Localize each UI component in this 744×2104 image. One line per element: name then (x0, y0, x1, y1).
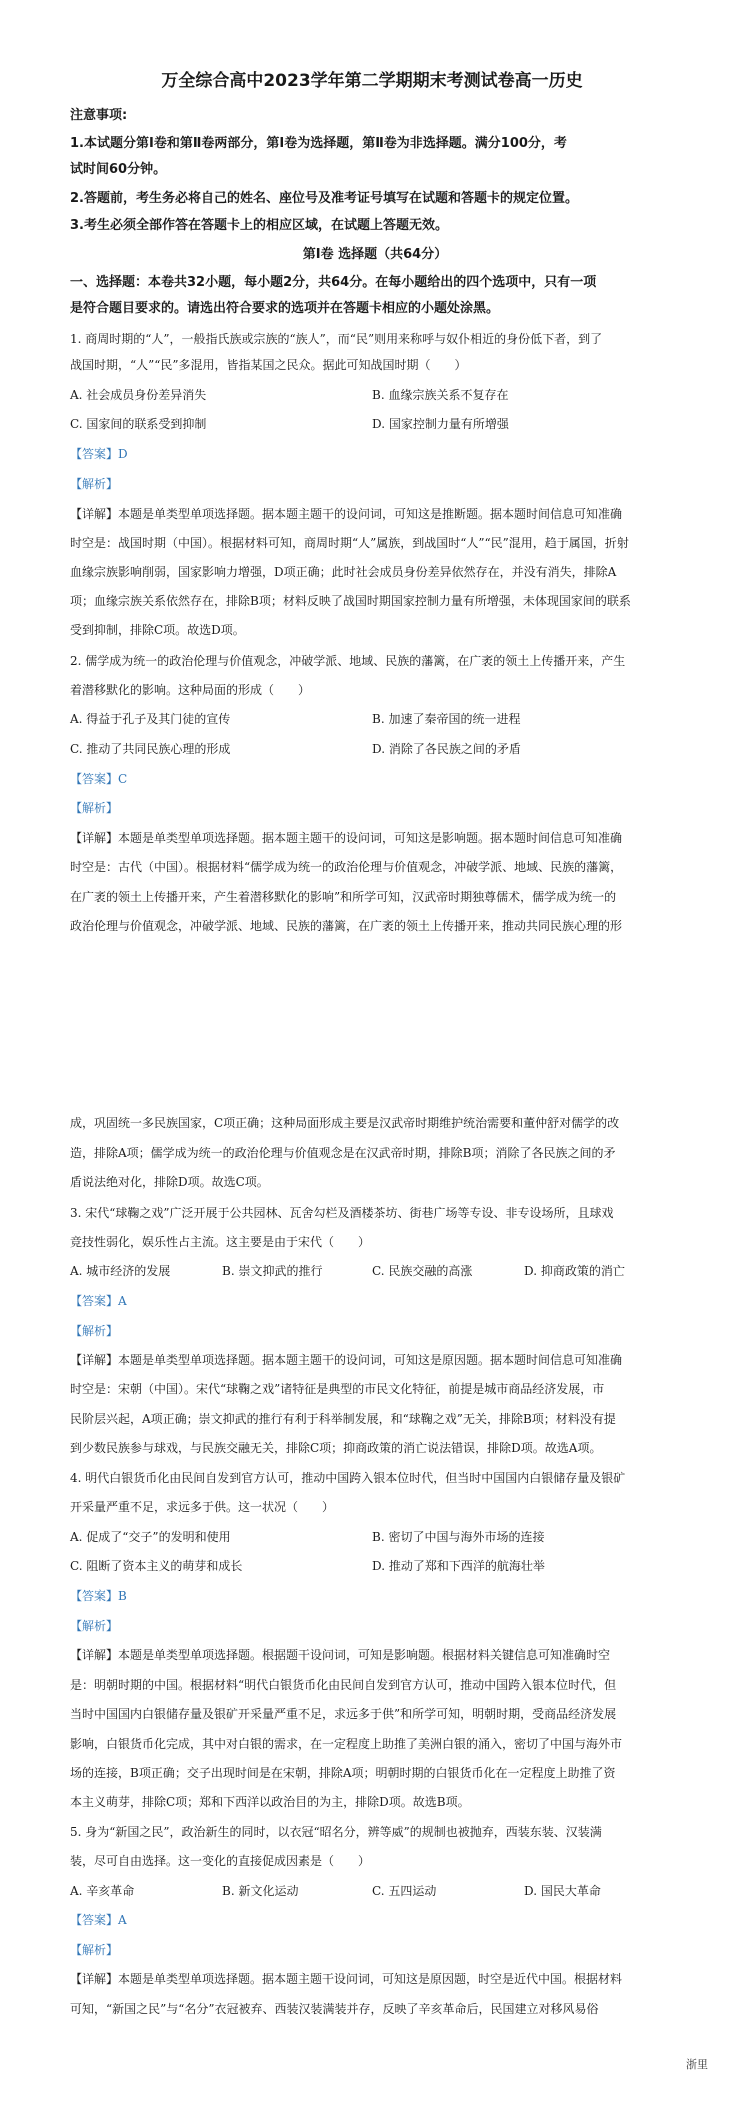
q4-explanation: 影响，白银货币化完成，其中对白银的需求，在一定程度上助推了美洲白银的涌入，密切了中国与海外市 (70, 1737, 623, 1751)
notice-item-1: 1.本试题分第Ⅰ卷和第Ⅱ卷两部分，第Ⅰ卷为选择题，第Ⅱ卷为非选择题。满分100分，考 (70, 136, 567, 151)
q1-explanation: 时空是：战国时期（中国）。根据材料可知，商周时期“人”属族，到战国时“人”“民”混用，趋于属国，折射 (70, 536, 629, 550)
q4-explanation: 场的连接，B项正确；交子出现时间是在宋朝，排除A项；明朝时期的白银货币化在一定程度上助推了资 (70, 1766, 616, 1780)
q2-stem: 2. 儒学成为统一的政治伦理与价值观念，冲破学派、地域、民族的藩篱，在广袤的领土上传播开来，产生 (70, 654, 626, 668)
notice-heading: 注意事项: (70, 108, 128, 123)
q3-option-a: A. 城市经济的发展 (70, 1264, 171, 1278)
q3-stem: 3. 宋代“球鞠之戏”广泛开展于公共园林、瓦舍勾栏及酒楼茶坊、街巷广场等专设、非专设场所，且球戏 (70, 1206, 614, 1220)
q1-option-a: A. 社会成员身份差异消失 (70, 388, 207, 402)
q3-option-b: B. 崇文抑武的推行 (222, 1264, 323, 1278)
section-desc: 一、选择题：本卷共32小题，每小题2分，共64分。在每小题给出的四个选项中，只有一项 (70, 275, 597, 290)
q2-answer: 【答案】C (70, 772, 128, 786)
q5-option-b: B. 新文化运动 (222, 1884, 299, 1898)
q1-analysis-label: 【解析】 (70, 477, 119, 491)
q1-explanation: 血缘宗族影响削弱，国家影响力增强，D项正确；此时社会成员身份差异依然存在，并没有消失，排除A (70, 565, 617, 579)
q3-explanation: 到少数民族参与球戏，与民族交融无关，排除C项；抑商政策的消亡说法错误，排除D项。故选A项。 (70, 1441, 602, 1455)
q4-explanation: 【详解】本题是单类型单项选择题。根据题干设问词，可知是影响题。根据材料关键信息可知准确时空 (70, 1648, 611, 1662)
q2-explanation: 在广袤的领土上传播开来，产生着潜移默化的影响”和所学可知，汉武帝时期独尊儒术，儒学成为统一的 (70, 890, 617, 904)
q5-option-d: D. 国民大革命 (524, 1884, 601, 1898)
section-desc-cont: 是符合题目要求的。请选出符合要求的选项并在答题卡相应的小题处涂黑。 (70, 301, 500, 316)
notice-item-2: 2.答题前，考生务必将自己的姓名、座位号及准考证号填写在试题和答题卡的规定位置。 (70, 191, 578, 206)
q3-stem-cont: 竞技性弱化，娱乐性占主流。这主要是由于宋代（ ） (70, 1235, 371, 1249)
q2-option-a: A. 得益于孔子及其门徒的宣传 (70, 712, 231, 726)
q2-explanation: 盾说法绝对化，排除D项。故选C项。 (70, 1175, 269, 1189)
q5-analysis-label: 【解析】 (70, 1943, 119, 1957)
section-title: 第Ⅰ卷 选择题（共64分） (302, 247, 448, 262)
q4-explanation: 本主义萌芽，排除C项；郑和下西洋以政治目的为主，排除D项。故选B项。 (70, 1795, 470, 1809)
q2-explanation: 时空是：古代（中国）。根据材料“儒学成为统一的政治伦理与价值观念，冲破学派、地域、民族的藩篱， (70, 860, 623, 874)
notice-item-1-cont: 试时间60分钟。 (70, 162, 167, 177)
q1-answer: 【答案】D (70, 447, 128, 461)
q5-explanation: 【详解】本题是单类型单项选择题。据本题主题干设问词，可知这是原因题，时空是近代中国。根据材料 (70, 1972, 623, 1986)
q4-analysis-label: 【解析】 (70, 1619, 119, 1633)
q3-option-c: C. 民族交融的高涨 (372, 1264, 473, 1278)
q1-option-d: D. 国家控制力量有所增强 (372, 417, 509, 431)
q3-answer: 【答案】A (70, 1294, 127, 1308)
q5-stem: 5. 身为“新国之民”，政治新生的同时，以衣冠“昭名分，辨等威”的规制也被抛弃，西装东装、汉装满 (70, 1825, 602, 1839)
q3-analysis-label: 【解析】 (70, 1324, 119, 1338)
footer-label: 浙里 (686, 2058, 708, 2071)
q5-option-c: C. 五四运动 (372, 1884, 437, 1898)
q5-stem-cont: 装，尽可自由选择。这一变化的直接促成因素是（ ） (70, 1854, 371, 1868)
q4-option-c: C. 阻断了资本主义的萌芽和成长 (70, 1559, 243, 1573)
q2-option-c: C. 推动了共同民族心理的形成 (70, 742, 231, 756)
q1-stem: 1. 商周时期的“人”，一般指氏族或宗族的“族人”，而“民”则用来称呼与奴仆相近的身份低下者，到了 (70, 332, 603, 346)
q4-option-a: A. 促成了“交子”的发明和使用 (70, 1530, 231, 1544)
q3-explanation: 【详解】本题是单类型单项选择题。据本题主题干的设问词，可知这是原因题。据本题时间信息可知准确 (70, 1353, 623, 1367)
q5-option-a: A. 辛亥革命 (70, 1884, 135, 1898)
q2-analysis-label: 【解析】 (70, 801, 119, 815)
q1-option-b: B. 血缘宗族关系不复存在 (372, 388, 509, 402)
page-title: 万全综合高中2023学年第二学期期末考测试卷高一历史 (161, 71, 583, 91)
q4-option-d: D. 推动了郑和下西洋的航海壮举 (372, 1559, 545, 1573)
q2-stem-cont: 着潜移默化的影响。这种局面的形成（ ） (70, 683, 311, 697)
q1-explanation: 受到抑制，排除C项。故选D项。 (70, 623, 245, 637)
q2-explanation: 政治伦理与价值观念，冲破学派、地域、民族的藩篱，在广袤的领土上传播开来，推动共同民族心理的形 (70, 919, 623, 933)
q2-option-d: D. 消除了各民族之间的矛盾 (372, 742, 521, 756)
q2-explanation: 造，排除A项；儒学成为统一的政治伦理与价值观念是在汉武帝时期，排除B项；消除了各民族之间的矛 (70, 1146, 616, 1160)
q4-explanation: 是：明朝时期的中国。根据材料“明代白银货币化由民间自发到官方认可，推动中国跨入银本位时代，但 (70, 1678, 617, 1692)
q4-stem-cont: 开采量严重不足，求远多于供。这一状况（ ） (70, 1500, 335, 1514)
q3-explanation: 时空是：宋朝（中国）。宋代“球鞠之戏”诸特征是典型的市民文化特征，前提是城市商品经济发展，市 (70, 1382, 605, 1396)
q3-option-d: D. 抑商政策的消亡 (524, 1264, 625, 1278)
q4-option-b: B. 密切了中国与海外市场的连接 (372, 1530, 545, 1544)
notice-item-3: 3.考生必须全部作答在答题卡上的相应区域，在试题上答题无效。 (70, 218, 448, 233)
q1-stem-cont: 战国时期，“人”“民”多混用，皆指某国之民众。据此可知战国时期（ ） (70, 358, 467, 372)
q2-explanation: 【详解】本题是单类型单项选择题。据本题主题干的设问词，可知这是影响题。据本题时间信息可知准确 (70, 831, 623, 845)
q4-answer: 【答案】B (70, 1589, 127, 1603)
q2-explanation: 成，巩固统一多民族国家，C项正确；这种局面形成主要是汉武帝时期维护统治需要和董仲舒对儒学的改 (70, 1116, 620, 1130)
q1-option-c: C. 国家间的联系受到抑制 (70, 417, 207, 431)
q1-explanation: 项；血缘宗族关系依然存在，排除B项；材料反映了战国时期国家控制力量有所增强，未体现国家间的联系 (70, 594, 631, 608)
q4-explanation: 当时中国国内白银储存量及银矿开采量严重不足，求远多于供”和所学可知，明朝时期，受商品经济发展 (70, 1707, 617, 1721)
q1-explanation: 【详解】本题是单类型单项选择题。据本题主题干的设问词，可知这是推断题。据本题时间信息可知准确 (70, 507, 623, 521)
q2-option-b: B. 加速了秦帝国的统一进程 (372, 712, 521, 726)
q3-explanation: 民阶层兴起，A项正确；崇文抑武的推行有利于科举制发展，和“球鞠之戏”无关，排除B项；材料没有提 (70, 1412, 616, 1426)
q4-stem: 4. 明代白银货币化由民间自发到官方认可，推动中国跨入银本位时代，但当时中国国内白银储存量及银矿 (70, 1471, 626, 1485)
q5-answer: 【答案】A (70, 1913, 127, 1927)
q5-explanation: 可知，“新国之民”与“名分”衣冠被弃、西装汉装满装并存，反映了辛亥革命后，民国建立对移风易俗 (70, 2002, 599, 2016)
